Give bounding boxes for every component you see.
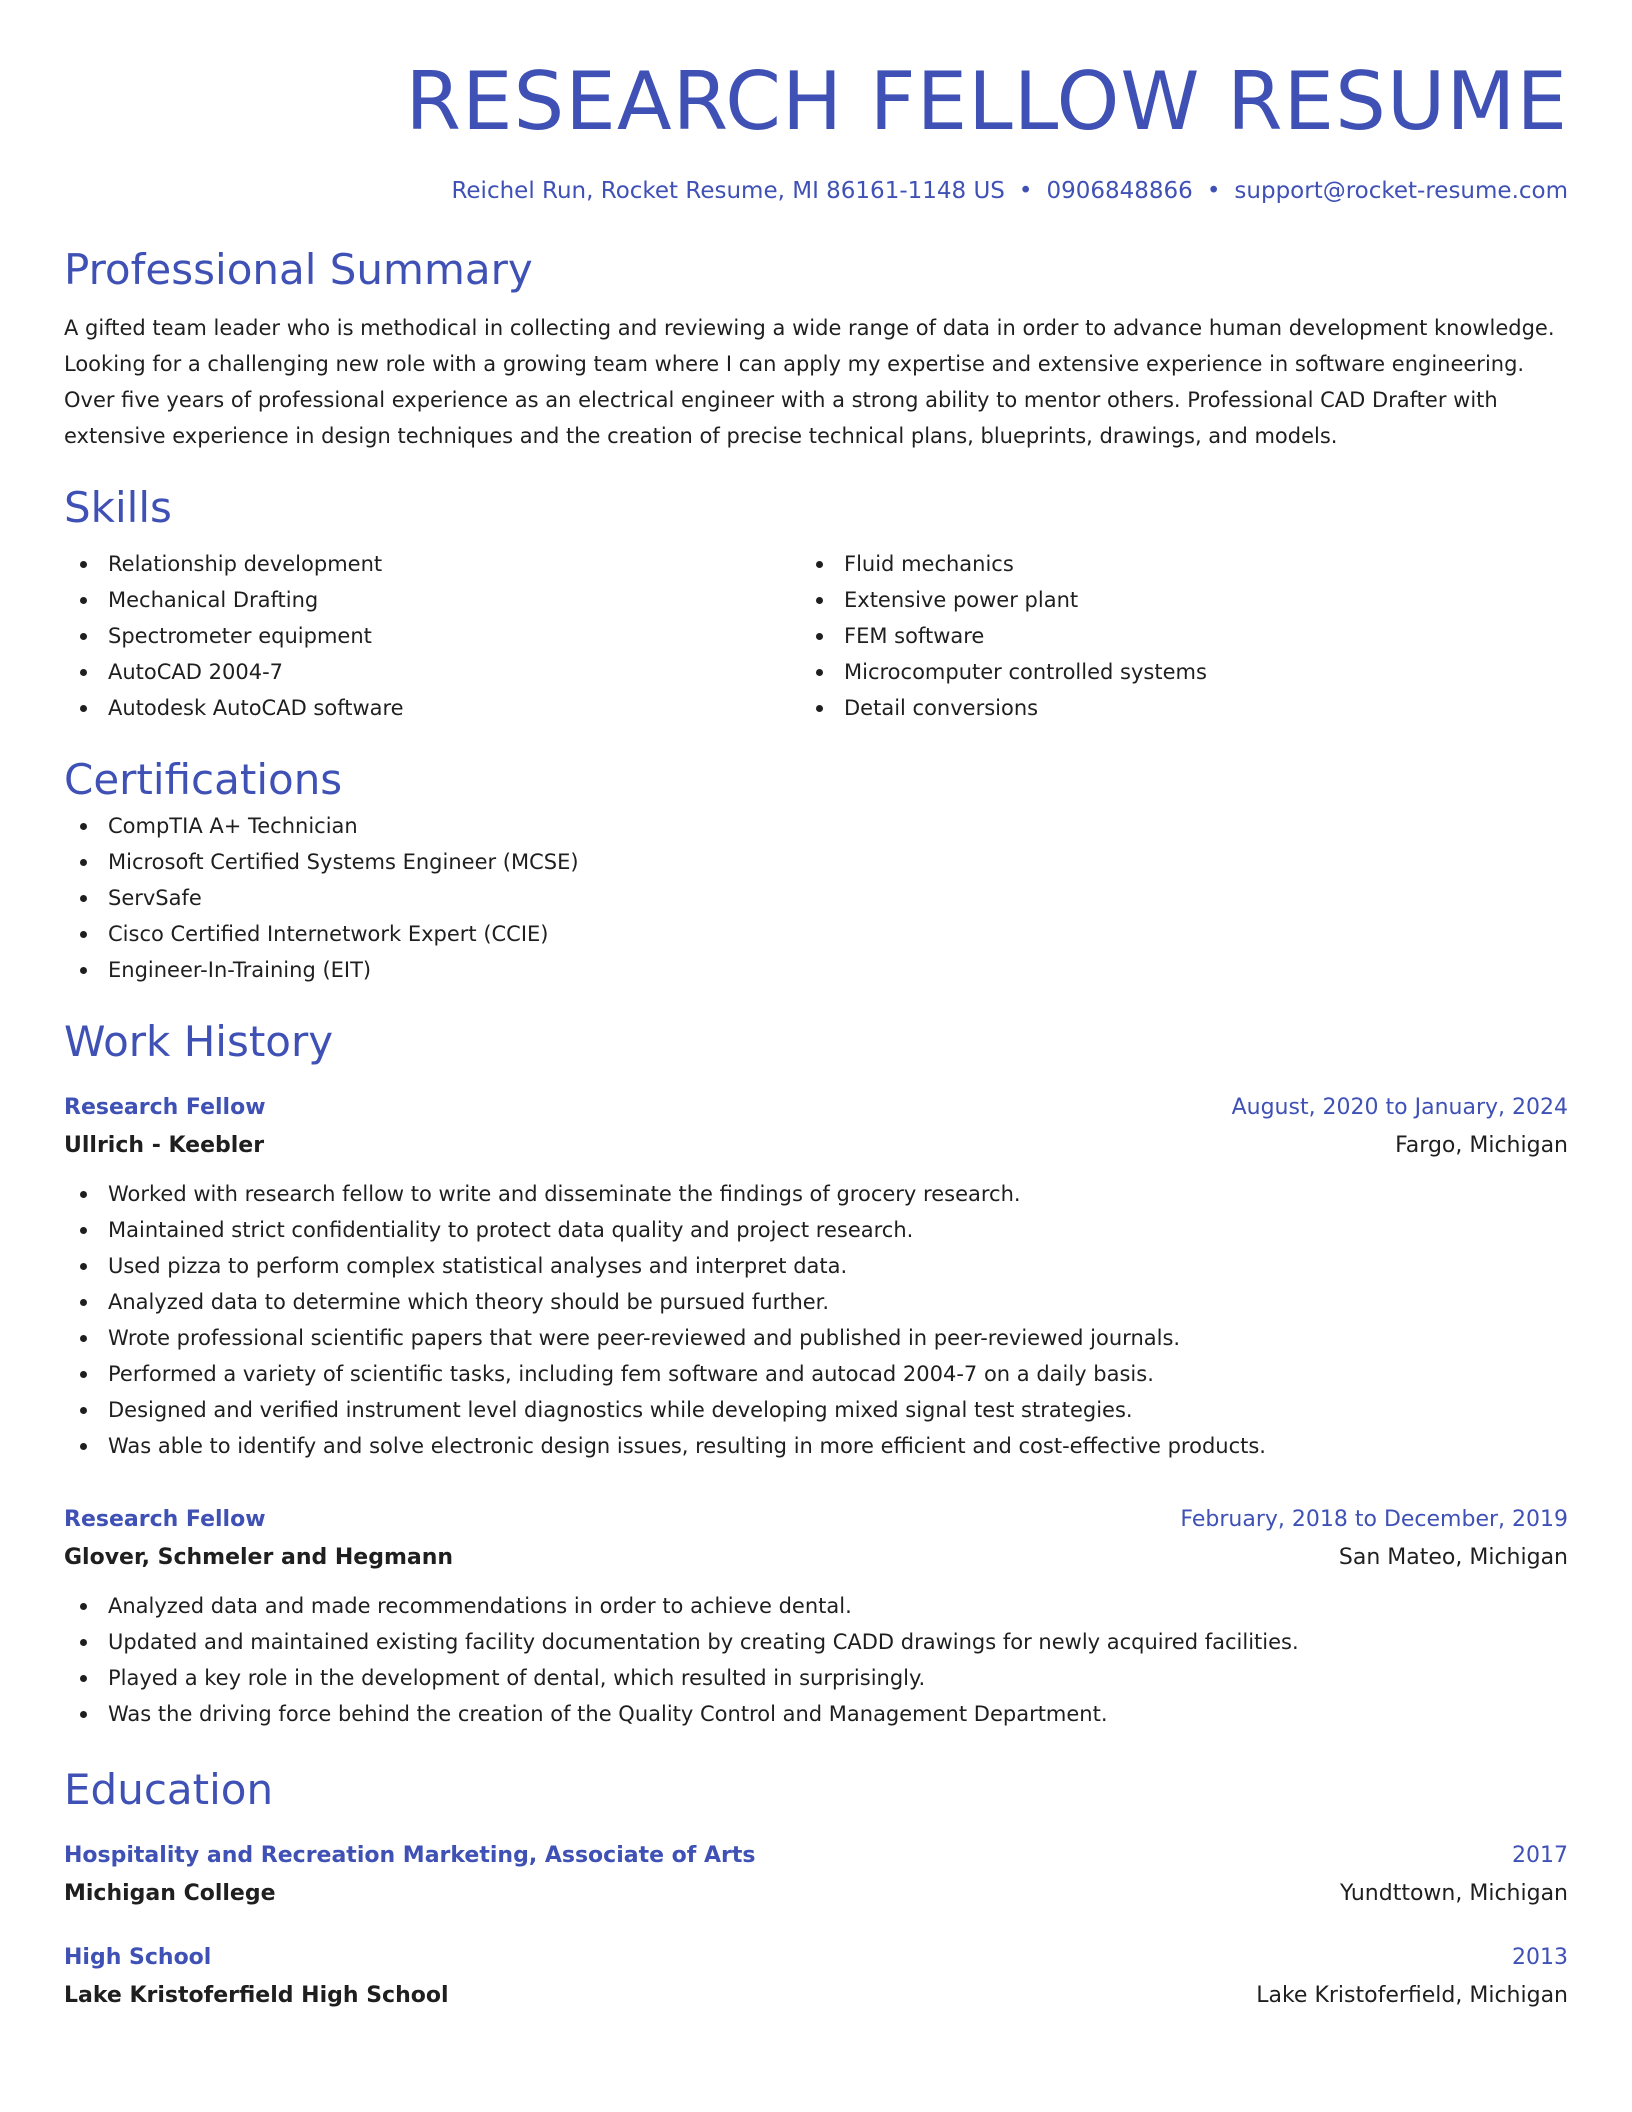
job-location: San Mateo, Michigan bbox=[1338, 1545, 1568, 1570]
certification-item: ServSafe bbox=[64, 880, 1568, 916]
education-degree: High School bbox=[64, 1945, 212, 1970]
education-school: Lake Kristoferfield High School bbox=[64, 1983, 449, 2008]
work-history-heading: Work History bbox=[64, 1017, 334, 1066]
certifications-list bbox=[64, 808, 1568, 988]
job-dates: February, 2018 to December, 2019 bbox=[1180, 1507, 1568, 1532]
education-header-row bbox=[64, 1940, 1568, 1976]
job-bullet: Was the driving force behind the creation of the Quality Control and Management Department. bbox=[64, 1696, 1568, 1732]
contact-line bbox=[64, 174, 1568, 208]
skill-item: Microcomputer controlled systems bbox=[800, 654, 1552, 690]
skills-heading: Skills bbox=[64, 483, 172, 532]
job-entry bbox=[64, 1502, 1568, 1732]
skill-item: AutoCAD 2004-7 bbox=[64, 654, 816, 690]
contact-address: Reichel Run, Rocket Resume, MI 86161-1148 US bbox=[451, 178, 1005, 204]
job-location: Fargo, Michigan bbox=[1395, 1133, 1568, 1158]
summary-heading: Professional Summary bbox=[64, 245, 533, 294]
education-school-row bbox=[64, 1874, 1568, 1914]
skill-item: FEM software bbox=[800, 618, 1552, 654]
certifications-heading: Certifications bbox=[64, 755, 343, 804]
job-dates: August, 2020 to January, 2024 bbox=[1231, 1095, 1568, 1120]
skill-item: Fluid mechanics bbox=[800, 546, 1552, 582]
certification-item: Microsoft Certified Systems Engineer (MCSE) bbox=[64, 844, 1568, 880]
skills-list-left bbox=[64, 546, 816, 726]
job-header-row bbox=[64, 1090, 1568, 1126]
job-company-row bbox=[64, 1538, 1568, 1578]
job-bullet: Used pizza to perform complex statistical analyses and interpret data. bbox=[64, 1248, 1568, 1284]
job-bullet: Was able to identify and solve electronic design issues, resulting in more efficient and cost-effective products. bbox=[64, 1428, 1568, 1464]
education-year: 2017 bbox=[1512, 1843, 1568, 1868]
summary-text: A gifted team leader who is methodical in collecting and reviewing a wide range of data in order to advance human development knowledge. Looking for a challenging new role with a growing team where I can apply my expertise and extensive experience in software engineering. Over five years of professional experience as an electrical engineer with a strong ability to mentor others. Professional CAD Drafter with extensive experience in design techniques and the creation of precise technical plans, blueprints, drawings, and models. bbox=[64, 316, 1555, 448]
contact-email[interactable]: support@rocket-resume.com bbox=[1234, 178, 1568, 204]
skill-item: Relationship development bbox=[64, 546, 816, 582]
resume-title: RESEARCH FELLOW RESUME bbox=[405, 55, 1568, 148]
job-company: Ullrich - Keebler bbox=[64, 1133, 265, 1158]
contact-separator: • bbox=[1018, 178, 1033, 204]
education-entry bbox=[64, 1940, 1568, 2016]
education-degree: Hospitality and Recreation Marketing, Associate of Arts bbox=[64, 1843, 756, 1868]
job-entry bbox=[64, 1090, 1568, 1464]
certification-item: Engineer-In-Training (EIT) bbox=[64, 952, 1568, 988]
job-header-row bbox=[64, 1502, 1568, 1538]
job-bullet: Worked with research fellow to write and disseminate the findings of grocery research. bbox=[64, 1176, 1568, 1212]
certification-item: CompTIA A+ Technician bbox=[64, 808, 1568, 844]
education-location: Lake Kristoferfield, Michigan bbox=[1256, 1983, 1568, 2008]
job-bullet: Performed a variety of scientific tasks, including fem software and autocad 2004-7 on a daily basis. bbox=[64, 1356, 1568, 1392]
contact-separator: • bbox=[1206, 178, 1221, 204]
job-bullet: Updated and maintained existing facility documentation by creating CADD drawings for newly acquired facilities. bbox=[64, 1624, 1568, 1660]
education-school: Michigan College bbox=[64, 1881, 276, 1906]
job-bullets bbox=[64, 1176, 1568, 1464]
job-bullet: Maintained strict confidentiality to protect data quality and project research. bbox=[64, 1212, 1568, 1248]
education-entry bbox=[64, 1838, 1568, 1914]
skill-item: Detail conversions bbox=[800, 690, 1552, 726]
education-heading: Education bbox=[64, 1765, 274, 1814]
skill-item: Autodesk AutoCAD software bbox=[64, 690, 816, 726]
job-role: Research Fellow bbox=[64, 1095, 266, 1120]
job-company-row bbox=[64, 1126, 1568, 1166]
contact-phone: 0906848866 bbox=[1046, 178, 1193, 204]
education-year: 2013 bbox=[1512, 1945, 1568, 1970]
skills-list-right bbox=[800, 546, 1552, 726]
job-bullets bbox=[64, 1588, 1568, 1732]
job-bullet: Designed and verified instrument level diagnostics while developing mixed signal test strategies. bbox=[64, 1392, 1568, 1428]
job-bullet: Analyzed data and made recommendations in order to achieve dental. bbox=[64, 1588, 1568, 1624]
certification-item: Cisco Certified Internetwork Expert (CCIE) bbox=[64, 916, 1568, 952]
job-role: Research Fellow bbox=[64, 1507, 266, 1532]
job-bullet: Played a key role in the development of dental, which resulted in surprisingly. bbox=[64, 1660, 1568, 1696]
education-location: Yundttown, Michigan bbox=[1339, 1881, 1568, 1906]
education-school-row bbox=[64, 1976, 1568, 2016]
skills-grid bbox=[64, 546, 1568, 726]
education-header-row bbox=[64, 1838, 1568, 1874]
skill-item: Extensive power plant bbox=[800, 582, 1552, 618]
skill-item: Mechanical Drafting bbox=[64, 582, 816, 618]
skill-item: Spectrometer equipment bbox=[64, 618, 816, 654]
job-bullet: Wrote professional scientific papers that were peer-reviewed and published in peer-reviewed journals. bbox=[64, 1320, 1568, 1356]
job-company: Glover, Schmeler and Hegmann bbox=[64, 1545, 454, 1570]
job-bullet: Analyzed data to determine which theory should be pursued further. bbox=[64, 1284, 1568, 1320]
